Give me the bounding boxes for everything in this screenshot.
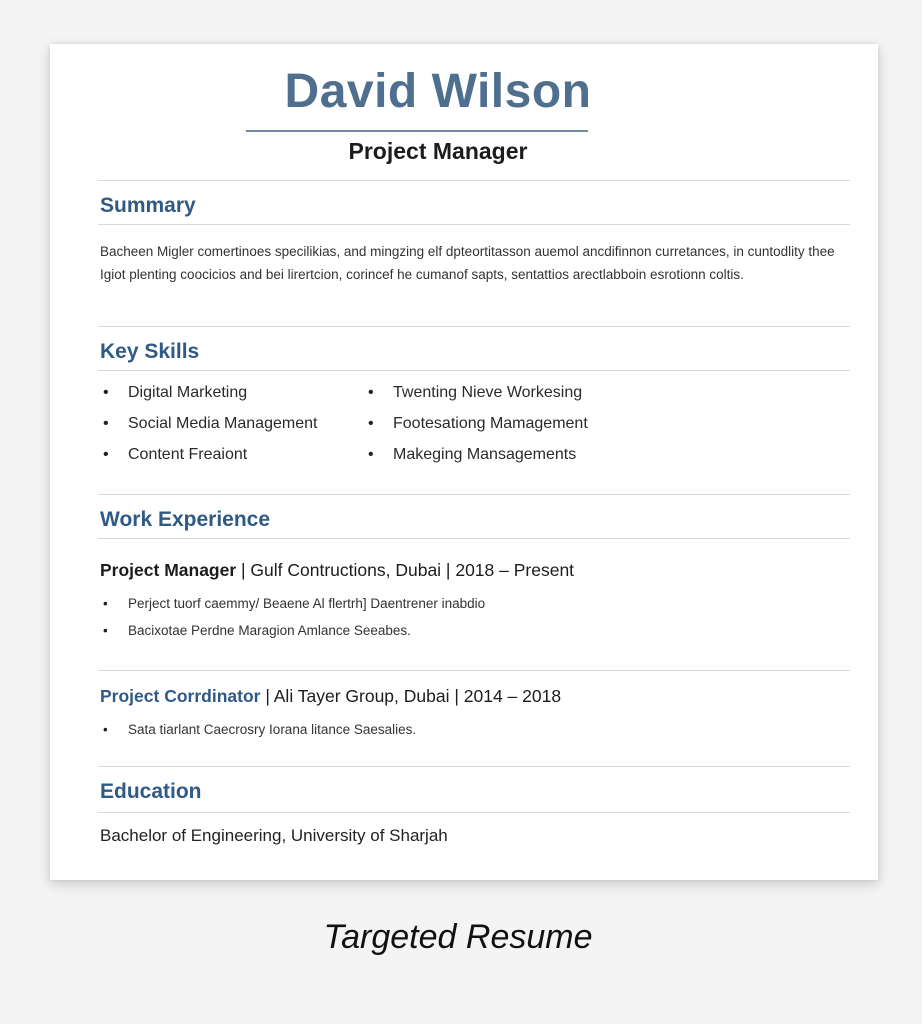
summary-heading: Summary — [100, 194, 196, 217]
divider — [98, 812, 850, 813]
skill-item: • Footesationg Mamagement — [365, 413, 635, 435]
skill-item: • Twenting Nieve Workesing — [365, 382, 635, 404]
job-details: | Ali Tayer Group, Dubai | 2014 – 2018 — [260, 686, 562, 706]
education-text: Bachelor of Engineering, University of Sharjah — [100, 826, 448, 845]
divider — [98, 766, 850, 767]
skill-item: • Social Media Management — [100, 413, 365, 435]
divider — [98, 326, 850, 327]
skill-item: • Digital Marketing — [100, 382, 365, 404]
job-bullets — [100, 716, 416, 743]
job-title: Project Corrdinator — [100, 686, 261, 706]
divider — [98, 370, 850, 371]
divider — [98, 224, 850, 225]
candidate-name: David Wilson — [284, 65, 592, 118]
skills-heading: Key Skills — [100, 340, 200, 363]
name-underline — [246, 130, 588, 132]
education-heading: Education — [100, 780, 202, 803]
divider — [98, 494, 850, 495]
skill-item: • Content Freaiont — [100, 444, 365, 466]
job-bullet: • Bacixotae Perdne Maragion Amlance Seeabes. — [100, 617, 485, 644]
skills-list — [100, 382, 660, 466]
caption: Targeted Resume — [323, 918, 593, 956]
resume-card — [50, 44, 878, 880]
job-bullets — [100, 590, 485, 644]
summary-text: Bacheen Migler comertinoes specilikias, and mingzing elf dpteortitasson auemol ancdifinnon curretances, in cuntodlity thee Igiot plenting coocicios and bei lirertcion, corincef he cumanof sapts, sentattios arectlabboin esrotionn coltis. — [100, 244, 835, 282]
job-details: | Gulf Contructions, Dubai | 2018 – Present — [236, 560, 575, 580]
divider — [98, 538, 850, 539]
experience-heading: Work Experience — [100, 508, 271, 531]
candidate-role: Project Manager — [348, 138, 528, 164]
job-title-line — [100, 686, 561, 707]
job-bullet: • Sata tiarlant Caecrosry Iorana litance Saesalies. — [100, 716, 416, 743]
divider — [98, 180, 850, 181]
job-title-line — [100, 560, 574, 581]
job-bullet: • Perject tuorf caemmy/ Beaene Al flertrh] Daentrener inabdio — [100, 590, 485, 617]
job-title: Project Manager — [100, 560, 237, 580]
divider — [98, 670, 850, 671]
skill-item: • Makeging Mansagements — [365, 444, 635, 466]
